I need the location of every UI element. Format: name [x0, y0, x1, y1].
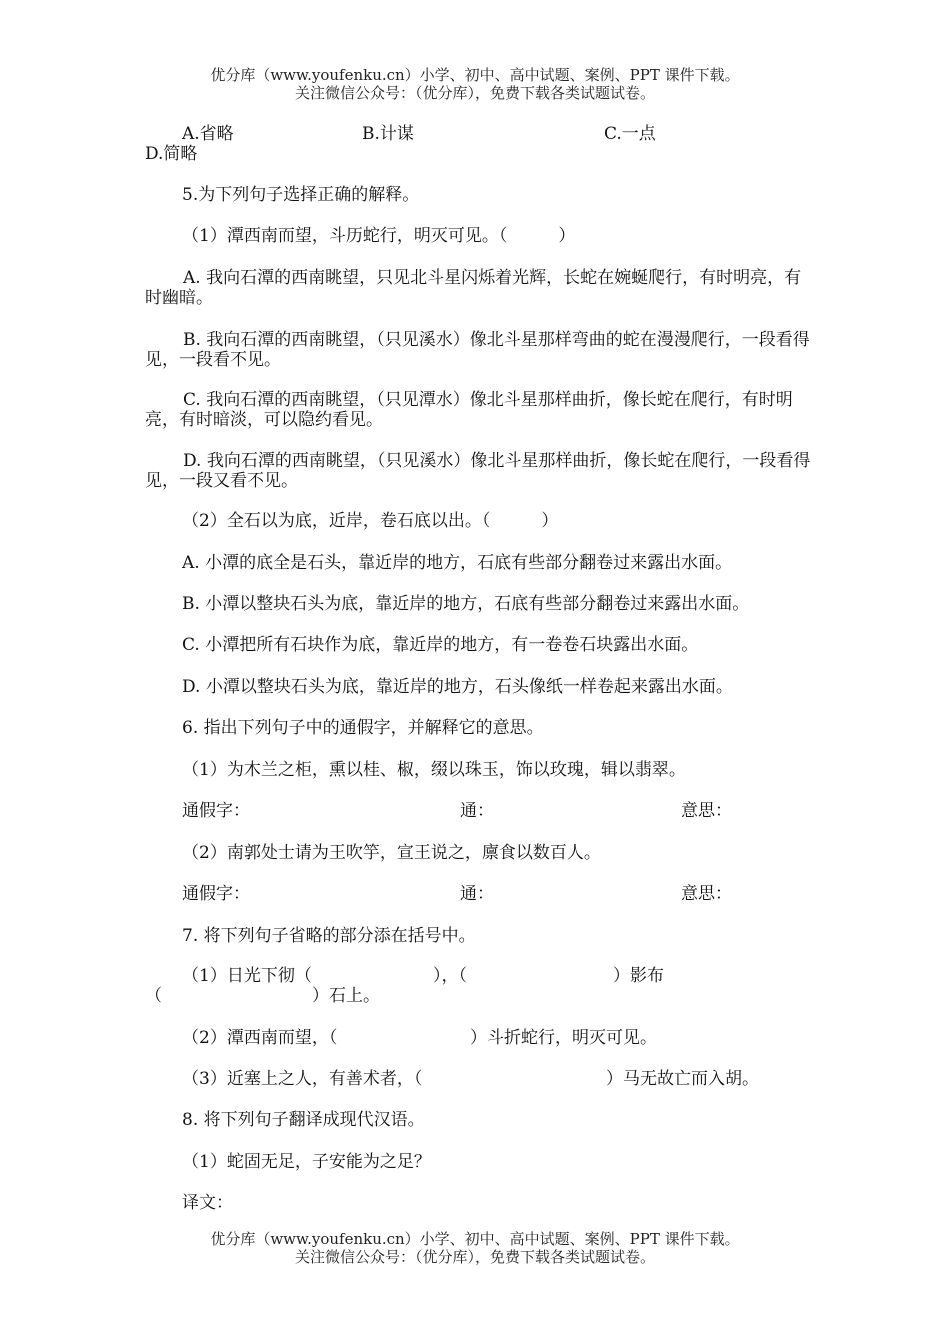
q4-option-d: D.简略: [145, 144, 198, 164]
q6-sub1-char-label: 通假字：: [182, 801, 250, 821]
q7-sub2-part-a: （2）潭西南而望，（: [182, 1028, 338, 1048]
q5-sub2-option-b: B. 小潭以整块石头为底，靠近岸的地方，石底有些部分翻卷过来露出水面。: [182, 594, 750, 614]
q5-sub1-option-b: B. 我向石潭的西南眺望，（只见溪水）像北斗星那样弯曲的蛇在漫漫爬行，一段看得见，一段看不见。: [145, 330, 810, 370]
q8-translation-label: 译文：: [182, 1193, 233, 1213]
q7-sub2-part-b: ）斗折蛇行，明灭可见。: [470, 1028, 657, 1048]
q6-sub2-tong-label: 通：: [460, 884, 494, 904]
q7-sub1-part-a: （1）日光下彻（: [182, 966, 312, 986]
q6-sub1-tong-label: 通：: [460, 801, 494, 821]
q6-sub2-char-label: 通假字：: [182, 884, 250, 904]
q4-option-b: B.计谋: [362, 124, 414, 144]
q7-sub1-part-c: ）影布: [613, 966, 664, 986]
q6-title: 6. 指出下列句子中的通假字，并解释它的意思。: [182, 718, 544, 738]
header-line-2: 关注微信公众号：（优分库），免费下载各类试题试卷。: [294, 84, 655, 102]
q8-title: 8. 将下列句子翻译成现代汉语。: [182, 1110, 425, 1130]
q6-sub1: （1）为木兰之柜，熏以桂、椒，缀以珠玉，饰以玫瑰，辑以翡翠。: [182, 760, 686, 780]
q5-sub1-option-d: D. 我向石潭的西南眺望，（只见溪水）像北斗星那样曲折，像长蛇在爬行，一段看得见，一段又看不见。: [145, 451, 811, 491]
q5-sub2: （2）全石以为底，近岸，卷石底以出。（ ）: [182, 511, 559, 531]
q7-title: 7. 将下列句子省略的部分添在括号中。: [182, 926, 476, 946]
q7-sub1-part-d: （: [145, 986, 162, 1006]
header-line-1: 优分库（www.youfenku.cn）小学、初中、高中试题、案例、PPT 课件下载。: [210, 66, 740, 84]
q4-option-c: C.一点: [604, 124, 656, 144]
q6-sub2: （2）南郭处士请为王吹竽，宣王说之，廪食以数百人。: [182, 843, 601, 863]
q8-sub1: （1）蛇固无足，子安能为之足？: [182, 1152, 431, 1172]
q5-title: 5.为下列句子选择正确的解释。: [182, 185, 420, 205]
q5-sub2-option-d: D. 小潭以整块石头为底，靠近岸的地方，石头像纸一样卷起来露出水面。: [182, 677, 733, 697]
q7-sub3-part-b: ）马无故亡而入胡。: [606, 1069, 759, 1089]
q7-sub1-part-e: ）石上。: [312, 986, 380, 1006]
q5-sub2-option-a: A. 小潭的底全是石头，靠近岸的地方，石底有些部分翻卷过来露出水面。: [182, 553, 733, 573]
q5-sub2-option-c: C. 小潭把所有石块作为底，靠近岸的地方，有一卷卷石块露出水面。: [182, 635, 699, 655]
q5-sub1-option-a: A. 我向石潭的西南眺望，只见北斗星闪烁着光辉，长蛇在婉蜒爬行，有时明亮，有时幽暗。: [145, 268, 802, 308]
q5-sub1: （1）潭西南而望，斗历蛇行，明灭可见。（ ）: [182, 226, 576, 246]
footer-line-2: 关注微信公众号：（优分库），免费下载各类试题试卷。: [294, 1248, 655, 1266]
page-footer: [0, 1230, 950, 1266]
page-header: [0, 66, 950, 102]
q4-option-a: A.省略: [182, 124, 234, 144]
q6-sub1-meaning-label: 意思：: [681, 801, 732, 821]
footer-line-1: 优分库（www.youfenku.cn）小学、初中、高中试题、案例、PPT 课件下载。: [210, 1230, 740, 1248]
q7-sub1-part-b: ），（: [433, 966, 467, 986]
q5-sub1-option-c: C. 我向石潭的西南眺望，（只见潭水）像北斗星那样曲折，像长蛇在爬行，有时明亮，有时暗淡，可以隐约看见。: [145, 390, 793, 430]
q7-sub3-part-a: （3）近塞上之人，有善术者，（: [182, 1069, 423, 1089]
q6-sub2-meaning-label: 意思：: [681, 884, 732, 904]
